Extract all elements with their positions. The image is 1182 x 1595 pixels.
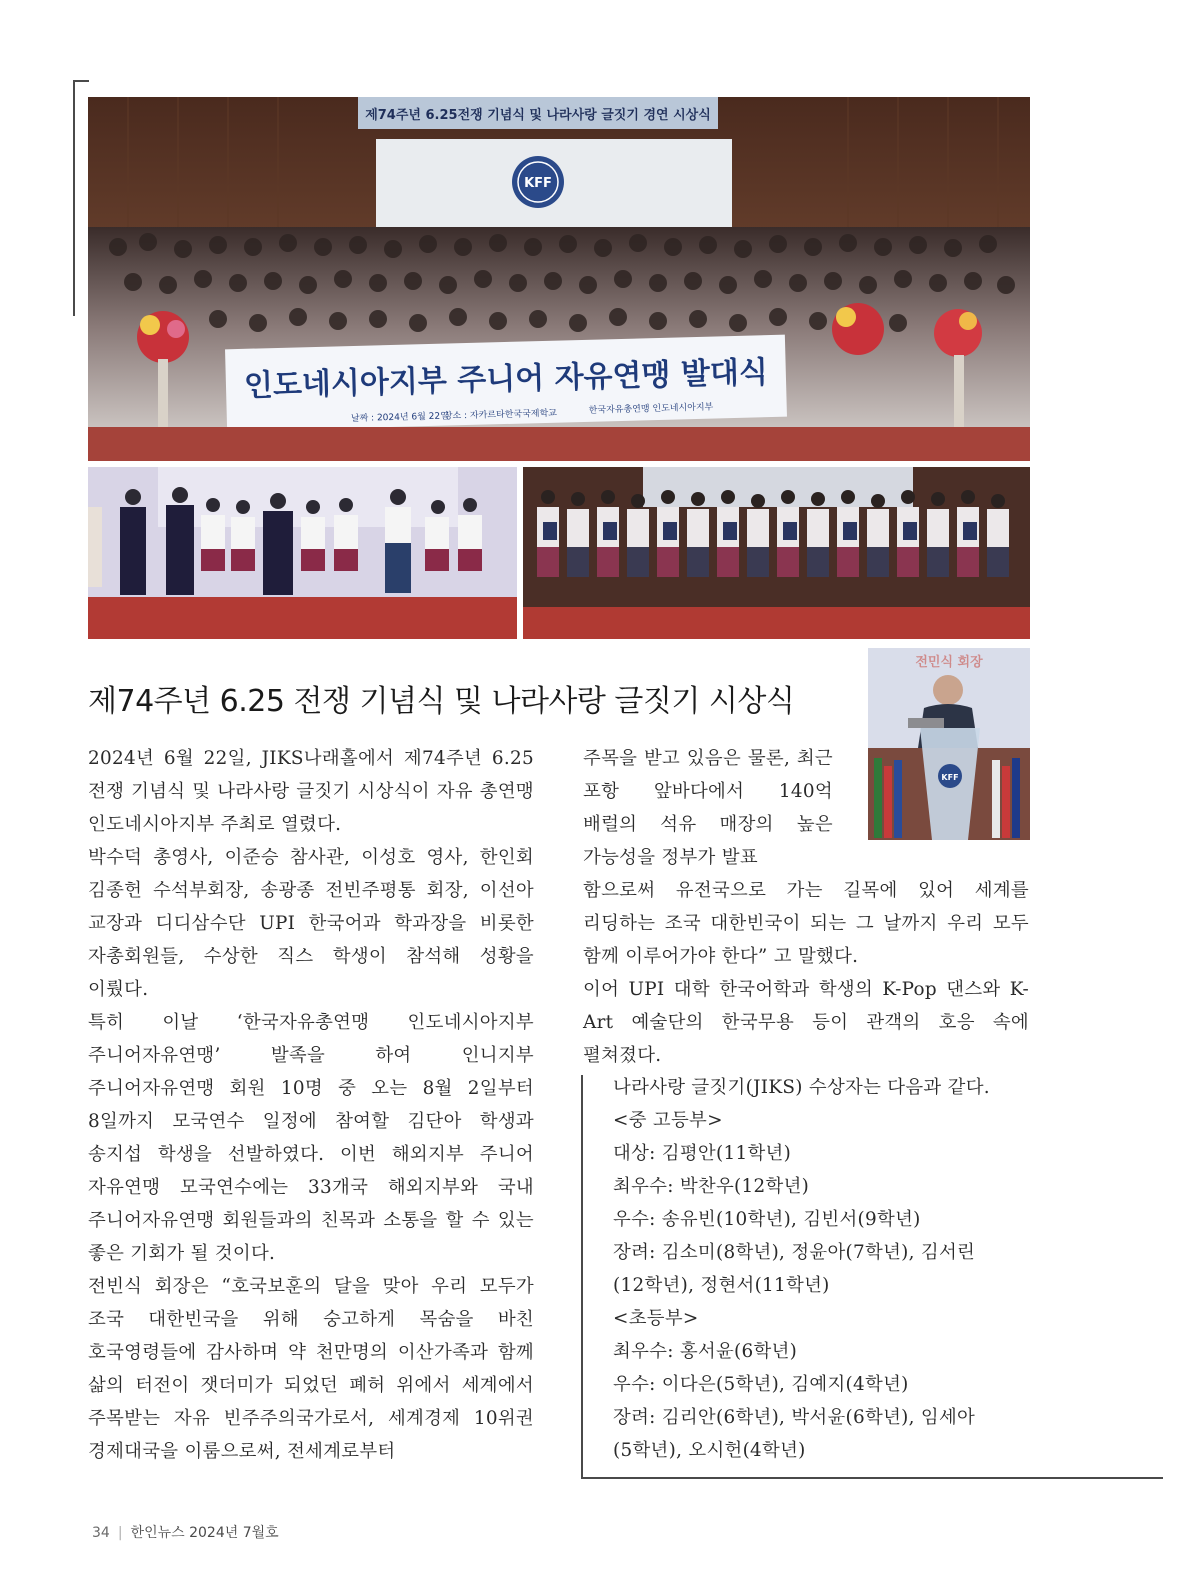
speaker-photo bbox=[868, 648, 1030, 840]
page-number: 34 bbox=[92, 1525, 110, 1541]
article-column-right bbox=[583, 874, 1029, 1072]
awards-division-heading: <중 고등부> bbox=[613, 1110, 723, 1131]
paragraph: 박수덕 총영사, 이준승 참사관, 이성호 영사, 한인회 김종헌 수석부회장, 송광종 전빈주평통 회장, 이선아 교장과 디디삼수단 UPI 한국어과 학과장을 비롯한 자총회원들, 수상한 직스 학생이 참석해 성황을 이뤘다. bbox=[88, 847, 534, 1000]
award-entry: 대상: 김평안(11학년) bbox=[613, 1143, 792, 1164]
banner-venue: 장소 : 자카르타한국국제학교 bbox=[443, 408, 558, 422]
award-photo-right bbox=[523, 467, 1030, 639]
paragraph: 특히 이날 ‘한국자유총연맹 인도네시아지부 주니어자유연맹’ 발족을 하여 인니지부 주니어자유연맹 회원 10명 중 오는 8월 2일부터 8일까지 모국연수 일정에 참여할 김단아 학생과 송지섭 학생을 선발하였다. 이번 해외지부 주니어 자유연맹 모국연수에는 33개국 해외지부와 국내 주니어자유연맹 회원들과의 친목과 소통을 할 수 있는 좋은 기회가 될 것이다. bbox=[88, 1012, 534, 1264]
page-footer bbox=[92, 1522, 279, 1542]
group-photo-main bbox=[88, 97, 1030, 461]
award-entry: 장려: 김소미(8학년), 정윤아(7학년), 김서린(12학년), 정현서(11학년) bbox=[613, 1242, 976, 1296]
award-entry: 우수: 송유빈(10학년), 김빈서(9학년) bbox=[613, 1209, 921, 1230]
award-entry: 장려: 김리안(6학년), 박서윤(6학년), 임세아(5학년), 오시헌(4학년) bbox=[613, 1407, 976, 1461]
article-column-right-narrow bbox=[583, 742, 833, 874]
awards-list bbox=[583, 1071, 1029, 1467]
corner-rule-horizontal bbox=[73, 80, 89, 82]
speaker-caption: 전민식 회장 bbox=[915, 655, 983, 670]
awards-rule-horizontal bbox=[581, 1477, 1163, 1479]
publication-name: 한인뉴스 2024년 7월호 bbox=[130, 1525, 279, 1541]
award-entry: 최우수: 홍서윤(6학년) bbox=[613, 1341, 798, 1362]
stage-title-text: 제74주년 6.25전쟁 기념식 및 나라사랑 글짓기 경연 시상식 bbox=[365, 108, 711, 123]
award-entry: 최우수: 박찬우(12학년) bbox=[613, 1176, 810, 1197]
article-column-left bbox=[88, 742, 534, 1468]
banner-org: 한국자유총연맹 인도네시아지부 bbox=[588, 402, 714, 416]
paragraph: 이어 UPI 대학 한국어학과 학생의 K-Pop 댄스와 K-Art 예술단의 한국무용 등이 관객의 호응 속에 펼쳐졌다. bbox=[583, 979, 1029, 1066]
banner-date: 날짜 : 2024년 6월 22일 bbox=[350, 411, 450, 425]
paragraph: 함으로써 유전국으로 가는 길목에 있어 세계를 리딩하는 조국 대한빈국이 되는 그 날까지 우리 모두 함께 이루어가야 한다” 고 말했다. bbox=[583, 880, 1029, 967]
awards-division-heading: <초등부> bbox=[613, 1308, 699, 1329]
paragraph: 2024년 6월 22일, JIKS나래홀에서 제74주년 6.25 전쟁 기념식 및 나라사랑 글짓기 시상식이 자유 총연맹 인도네시아지부 주최로 열렸다. bbox=[88, 748, 534, 835]
kff-logo-text: KFF bbox=[524, 176, 552, 191]
banner-text: 인도네시아지부 주니어 자유연맹 발대식 bbox=[243, 355, 769, 404]
awards-intro: 나라사랑 글짓기(JIKS) 수상자는 다음과 같다. bbox=[613, 1077, 990, 1098]
paragraph: 주목을 받고 있음은 물론, 최근 포항 앞바다에서 140억 배럴의 석유 매장의 높은 가능성을 정부가 발표 bbox=[583, 748, 833, 868]
podium-logo-text: KFF bbox=[941, 773, 959, 782]
footer-separator: | bbox=[117, 1525, 123, 1541]
award-entry: 우수: 이다은(5학년), 김예지(4학년) bbox=[613, 1374, 909, 1395]
award-photo-left bbox=[88, 467, 517, 639]
paragraph: 전빈식 회장은 “호국보훈의 달을 맞아 우리 모두가 조국 대한빈국을 위해 숭고하게 목숨을 바친 호국영령들에 감사하며 약 천만명의 이산가족과 함께 삶의 터전이 잿더미가 되었던 폐허 위에서 세계에서 주목받는 자유 빈주주의국가로서, 세계경제 10위권 경제대국을 이룸으로써, 전세계로부터 bbox=[88, 1276, 534, 1462]
corner-rule-vertical bbox=[73, 80, 75, 316]
article-headline: 제74주년 6.25 전쟁 기념식 및 나라사랑 글짓기 시상식 bbox=[88, 684, 795, 719]
